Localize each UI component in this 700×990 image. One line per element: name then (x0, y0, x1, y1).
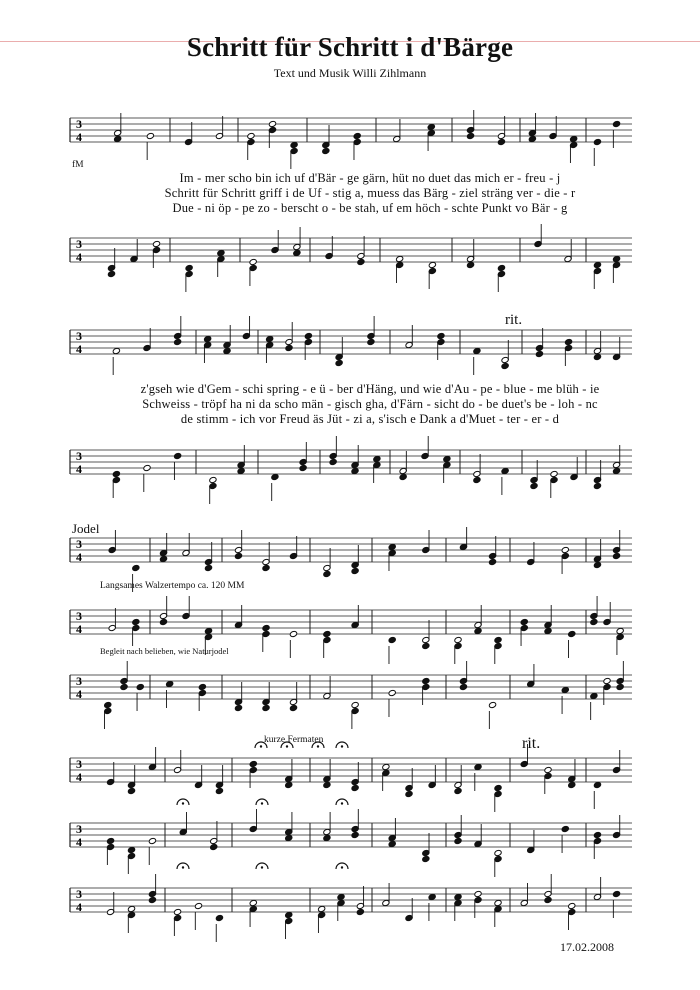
staff-lines (70, 117, 632, 914)
note-head (143, 464, 151, 471)
ritardando-mark: rit. (505, 312, 523, 328)
note-head (266, 335, 274, 342)
note-head (204, 564, 212, 571)
note-head (194, 902, 202, 909)
note-head (568, 902, 576, 909)
note-head (198, 683, 206, 690)
time-signature-top: 3 (76, 117, 82, 131)
note-head (148, 896, 156, 903)
note-head (127, 787, 135, 794)
note-head (474, 763, 482, 770)
note-head (612, 120, 620, 127)
note-head (351, 567, 359, 574)
note-head (466, 261, 474, 268)
staff (70, 537, 632, 564)
fermata-dot (182, 866, 184, 868)
note-head (388, 840, 396, 847)
note-head (612, 552, 620, 559)
note-head (335, 359, 343, 366)
note-heads (104, 110, 624, 942)
time-signature-top: 3 (76, 537, 82, 551)
note-head (107, 270, 115, 277)
time-signature-bottom: 4 (76, 250, 82, 264)
note-head (428, 261, 436, 268)
staff (70, 674, 632, 701)
time-signature-top: 3 (76, 674, 82, 688)
time-signature-top: 3 (76, 757, 82, 771)
note-head (289, 630, 297, 637)
note-head (249, 760, 257, 767)
note-head (285, 834, 293, 841)
note-head (590, 692, 598, 699)
note-head (185, 264, 193, 271)
note-head (428, 893, 436, 900)
note-head (593, 138, 601, 145)
note-head (535, 350, 543, 357)
note-head (494, 899, 502, 906)
lyric-line: de stimm - ich vor Freud äs Jüt - zi a, s'isch e Dank a d'Muet - ter - er - d (180, 412, 560, 426)
note-head (593, 781, 601, 788)
time-signature-top: 3 (76, 329, 82, 343)
staff (70, 822, 632, 849)
note-head (112, 347, 120, 354)
time-signature-bottom: 4 (76, 130, 82, 144)
note-head (132, 564, 140, 571)
note-head (570, 135, 578, 142)
note-head (323, 570, 331, 577)
note-head (616, 683, 624, 690)
date-stamp: 17.02.2008 (560, 940, 614, 954)
fermata-dot (286, 745, 288, 747)
note-head (494, 784, 502, 791)
note-head (136, 683, 144, 690)
note-head (268, 120, 276, 127)
note-head (544, 766, 552, 773)
note-head (612, 890, 620, 897)
note-head (159, 618, 167, 625)
note-head (351, 701, 359, 708)
note-head (474, 627, 482, 634)
fermata-dot (261, 802, 263, 804)
note-head (204, 627, 212, 634)
note-head (215, 787, 223, 794)
note-head (501, 362, 509, 369)
note-head (473, 347, 481, 354)
accompaniment-note: Begleit nach belieben, wie Naturjodel (100, 646, 229, 656)
note-head (427, 123, 435, 130)
note-head (603, 677, 611, 684)
lyric-line: Schritt für Schritt griff i de Uf - stig a, muess das Bärg - ziel sträng ver - die - r (164, 186, 576, 200)
note-head (593, 353, 601, 360)
note-head (544, 896, 552, 903)
note-head (146, 132, 154, 139)
note-head (528, 135, 536, 142)
time-signature-bottom: 4 (76, 770, 82, 784)
note-head (166, 680, 174, 687)
note-head (234, 552, 242, 559)
note-head (422, 855, 430, 862)
note-head (285, 781, 293, 788)
fermata-note: kurze Fermaten (264, 735, 324, 745)
fermata-dot (261, 866, 263, 868)
note-head (466, 132, 474, 139)
note-head (561, 686, 569, 693)
note-head (174, 338, 182, 345)
note-head (459, 683, 467, 690)
note-head (285, 911, 293, 918)
time-signature-bottom: 4 (76, 622, 82, 636)
time-signature-top: 3 (76, 887, 82, 901)
note-head (304, 332, 312, 339)
time-signature-top: 3 (76, 609, 82, 623)
page-title: Schritt für Schritt i d'Bärge (186, 32, 514, 62)
note-head (262, 624, 270, 631)
note-head (388, 543, 396, 550)
note-head (337, 893, 345, 900)
note-head (388, 636, 396, 643)
note-head (114, 135, 122, 142)
note-head (593, 831, 601, 838)
note-head (351, 467, 359, 474)
note-head (501, 467, 509, 474)
note-head (454, 837, 462, 844)
note-head (148, 837, 156, 844)
note-head (217, 249, 225, 256)
note-head (488, 701, 496, 708)
note-head (223, 347, 231, 354)
note-head (473, 476, 481, 483)
note-head (353, 132, 361, 139)
note-head (593, 482, 601, 489)
note-head (612, 255, 620, 262)
note-head (318, 905, 326, 912)
note-head (593, 561, 601, 568)
time-signature-bottom: 4 (76, 342, 82, 356)
note-head (590, 618, 598, 625)
note-head (494, 636, 502, 643)
fermata-dot (341, 802, 343, 804)
note-head (497, 264, 505, 271)
note-head (132, 618, 140, 625)
lyric-line: Im - mer scho bin ich uf d'Bär - ge gärn, hüt no duet das mich er - freu - j (179, 171, 561, 185)
note-head (474, 890, 482, 897)
fermata-dot (260, 745, 262, 747)
note-head (494, 849, 502, 856)
note-head (497, 138, 505, 145)
note-head (323, 834, 331, 841)
note-head (127, 846, 135, 853)
note-head (351, 831, 359, 838)
time-signature-bottom: 4 (76, 900, 82, 914)
fermata-dot (341, 866, 343, 868)
note-head (120, 683, 128, 690)
note-head (290, 141, 298, 148)
section-label: Jodel (72, 521, 100, 536)
note-head (323, 781, 331, 788)
note-head (520, 618, 528, 625)
note-head (399, 473, 407, 480)
note-head (152, 240, 160, 247)
note-head (454, 893, 462, 900)
note-head (107, 837, 115, 844)
time-signature-bottom: 4 (76, 462, 82, 476)
note-head (422, 642, 430, 649)
note-head (422, 677, 430, 684)
note-head (323, 630, 331, 637)
note-head (593, 261, 601, 268)
note-head (204, 335, 212, 342)
note-head (561, 825, 569, 832)
note-head (112, 470, 120, 477)
note-head (388, 689, 396, 696)
note-head (356, 908, 364, 915)
note-head (285, 344, 293, 351)
note-head (454, 636, 462, 643)
note-head (247, 132, 255, 139)
note-head (249, 899, 257, 906)
note-head (367, 338, 375, 345)
ritardando-mark: rit. (522, 735, 541, 752)
note-head (299, 464, 307, 471)
note-head (289, 704, 297, 711)
note-head (405, 790, 413, 797)
note-head (237, 467, 245, 474)
lyric-line: Schweiss - tröpf ha ni da scho män - gisch gha, d'Färn - sicht do - be duet's be - loh - nc (142, 397, 598, 411)
note-head (234, 704, 242, 711)
note-head (454, 787, 462, 794)
note-head (488, 558, 496, 565)
time-signature-top: 3 (76, 237, 82, 251)
note-head (612, 467, 620, 474)
note-head (249, 258, 257, 265)
note-head (530, 482, 538, 489)
lyric-line: Due - ni öp - pe zo - berscht o - be stah, uf em höch - schte Punkt vo Bär - g (172, 201, 568, 215)
note-head (329, 458, 337, 465)
fermata-dot (341, 745, 343, 747)
note-head (174, 452, 182, 459)
time-signature-top: 3 (76, 449, 82, 463)
dynamic-mark: fM (72, 160, 84, 170)
note-head (437, 332, 445, 339)
fermata-dot (317, 745, 319, 747)
note-head (382, 763, 390, 770)
note-head (351, 784, 359, 791)
note-head (550, 470, 558, 477)
note-head (262, 704, 270, 711)
tempo-marking: Langsames Walzertempo ca. 120 MM (100, 581, 245, 591)
note-head (616, 627, 624, 634)
note-head (561, 546, 569, 553)
note-head (544, 627, 552, 634)
staff (70, 117, 632, 144)
note-head (127, 905, 135, 912)
note-head (262, 564, 270, 571)
note-head (322, 147, 330, 154)
note-head (396, 255, 404, 262)
note-head (443, 455, 451, 462)
time-signature-bottom: 4 (76, 550, 82, 564)
note-head (271, 473, 279, 480)
note-head (215, 914, 223, 921)
time-signature-top: 3 (76, 822, 82, 836)
note-head (209, 476, 217, 483)
time-signature-bottom: 4 (76, 835, 82, 849)
fermata-dot (182, 802, 184, 804)
note-head (568, 781, 576, 788)
note-head (373, 455, 381, 462)
credit-line: Text und Musik Willi Zihlmann (273, 66, 427, 80)
note-head (293, 249, 301, 256)
note-head (357, 258, 365, 265)
note-head (104, 701, 112, 708)
note-head (210, 843, 218, 850)
lyric-line: z'gseh wie d'Gem - schi spring - e ü - ber d'Häng, und wie d'Au - pe - blue - me blüh - ie (140, 382, 600, 396)
note-head (174, 908, 182, 915)
note-head (564, 338, 572, 345)
note-head (568, 630, 576, 637)
staff (70, 449, 632, 476)
note-head (159, 555, 167, 562)
staff (70, 329, 632, 356)
time-signature-bottom: 4 (76, 687, 82, 701)
